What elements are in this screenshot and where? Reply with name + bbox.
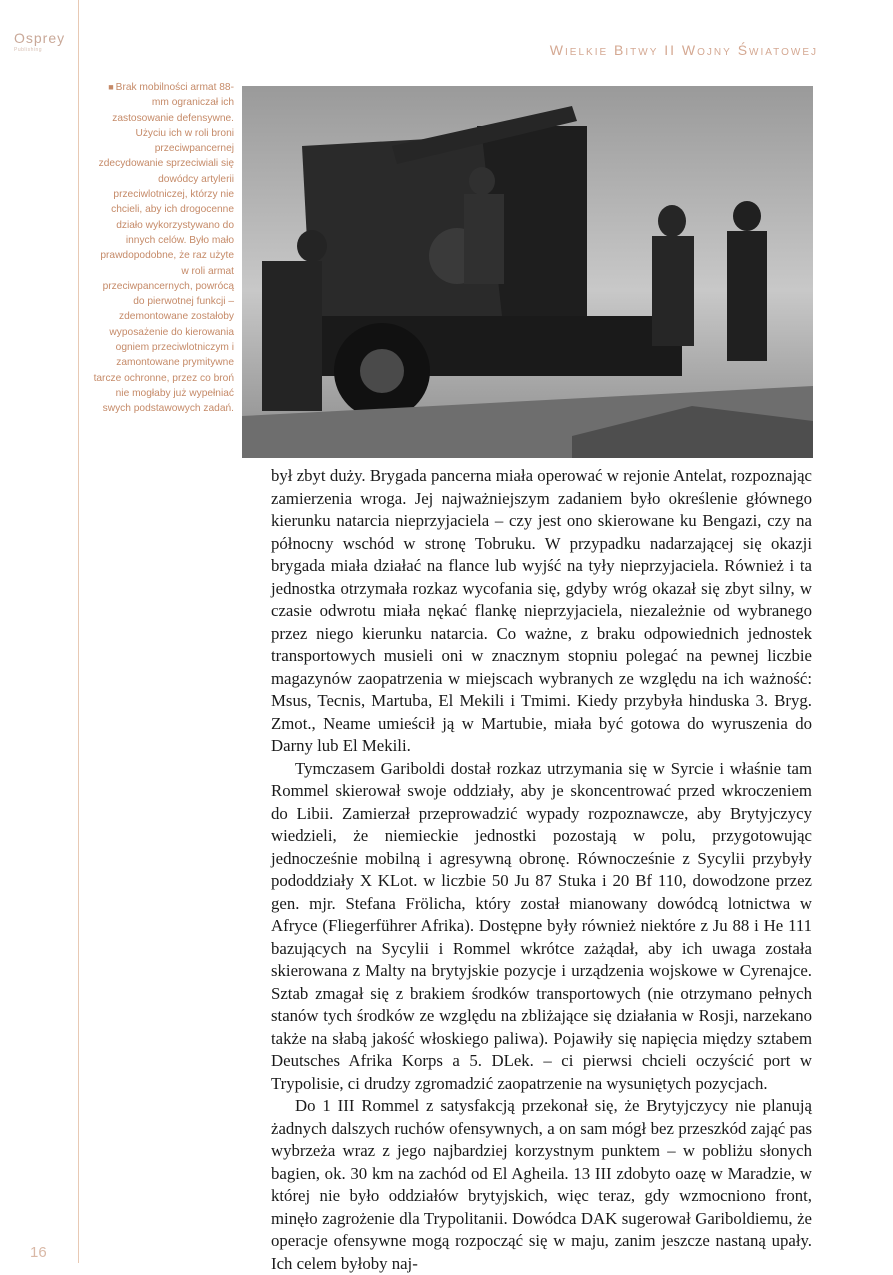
publisher-logo xyxy=(14,30,74,53)
photo-caption xyxy=(92,80,234,417)
publisher-subtitle: Publishing xyxy=(14,47,43,53)
caption-text: Brak mobilności armat 88-mm ograniczał ich zastosowanie defensywne. Użyciu ich w roli broni przeciwpancernej zdecydowanie sprzeciwiali się dowódcy artylerii przeciwlotniczej, którzy nie chcieli, aby ich drogocenne działo wykorzystywano do innych celów. Było mało prawdopodobne, że raz użyte w roli armat przeciwpancernych, powrócą do pierwotnej funkcji – zdemontowane zostałoby wyposażenie do kierowania ogniem przeciwlotniczym i zamontowane prymitywne tarcze ochronne, przez co broń nie mogłaby już wypełniać swych podstawowych zadań. xyxy=(93,82,234,415)
photo-88mm-gun xyxy=(242,86,813,458)
caption-bullet-icon: ■ xyxy=(108,82,114,92)
running-head: Wielkie Bitwy II Wojny Światowej xyxy=(549,42,818,58)
paragraph: Tymczasem Gariboldi dostał rozkaz utrzymania się w Syrcie i właśnie tam Rommel skierował swoje oddziały, aby je skoncentrować przed wkroczeniem do Libii. Zamierzał przeprowadzić wypady rozpoznawcze, aby Brytyjczycy wiedzieli, że niemieckie jednostki pozostają w polu, przygotowując jednocześnie mobilną i agresywną obronę. Równocześnie z Sycylii przybyły pododdziały X KLot. w liczbie 50 Ju 87 Stuka i 20 Bf 110, dowodzone przez gen. mjr. Stefana Frölicha, który został mianowany dowódcą lotnictwa w Afryce (Fliegerführer Afrika). Dostępne były również niektóre z Ju 88 i He 111 bazujących na Sycylii i Rommel wkrótce zażądał, aby ich uwaga została skierowana z Malty na brytyjskie pozycje i urządzenia wojskowe w Cyrenajce. Sztab zmagał się z brakiem środków transportowych (nie otrzymano pełnych stanów tych środków ze względu na zbliżające się działania w Rosji, narzekano także na słabą jakość włoskiego paliwa). Pojawiły się napięcia między sztabem Deutsches Afrika Korps a 5. DLek. – ci pierwsi chcieli oczyścić port w Trypolisie, ci drudzy zgromadzić zaopatrzenie na wysuniętych pozycjach. xyxy=(271,758,812,1093)
page-number: 16 xyxy=(30,1244,47,1261)
publisher-name: Osprey xyxy=(14,30,66,46)
margin-rule xyxy=(78,0,79,1263)
photo-illustration xyxy=(242,86,813,458)
body-text xyxy=(271,465,812,1275)
paragraph: Do 1 III Rommel z satysfakcją przekonał się, że Brytyjczycy nie planują żadnych dalszych ruchów ofensywnych, a on sam mógł bez przeszkód zająć pas wybrzeża wraz z jego najbardziej korzystnym punktem – w pobliżu słonych bagien, ok. 30 km na zachód od El Agheila. 13 III zdobyto oazę w Maradzie, w której nie było oddziałów brytyjskich, więc teraz, gdy wzmocniono front, minęło zagrożenie dla Trypolitanii. Dowódca DAK sugerował Gariboldiemu, że operacje ofensywne mogą rozpocząć się w maju, zanim jeszcze nastaną upały. Ich celem byłoby naj- xyxy=(271,1096,812,1273)
paragraph: był zbyt duży. Brygada pancerna miała operować w rejonie Antelat, rozpoznając zamierzenia wroga. Jej najważniejszym zadaniem było określenie głównego kierunku natarcia nieprzyjaciela – czy jest ono skierowane ku Bengazi, czy na północny wschód w stronę Tobruku. W przypadku nadarzającej się okazji brygada miała działać na flance lub wyjść na tyły nieprzyjaciela. Również i ta jednostka otrzymała rozkaz wycofania się, gdyby wróg okazał się zbyt silny, w czasie odwrotu miała nękać flankę nieprzyjaciela, niezależnie od wybranego przez niego kierunku natarcia. Co ważne, z braku odpowiednich jednostek transportowych musieli oni w znacznym stopniu polegać na pewnej liczbie magazynów zaopatrzenia w miejscach wybranych ze względu na ich ważność: Msus, Tecnis, Martuba, El Mekili i Tmimi. Kiedy przybyła hinduska 3. Bryg. Zmot., Neame umieścił ją w Martubie, miała być gotowa do wyruszenia do Darny lub El Mekili. xyxy=(271,466,812,755)
